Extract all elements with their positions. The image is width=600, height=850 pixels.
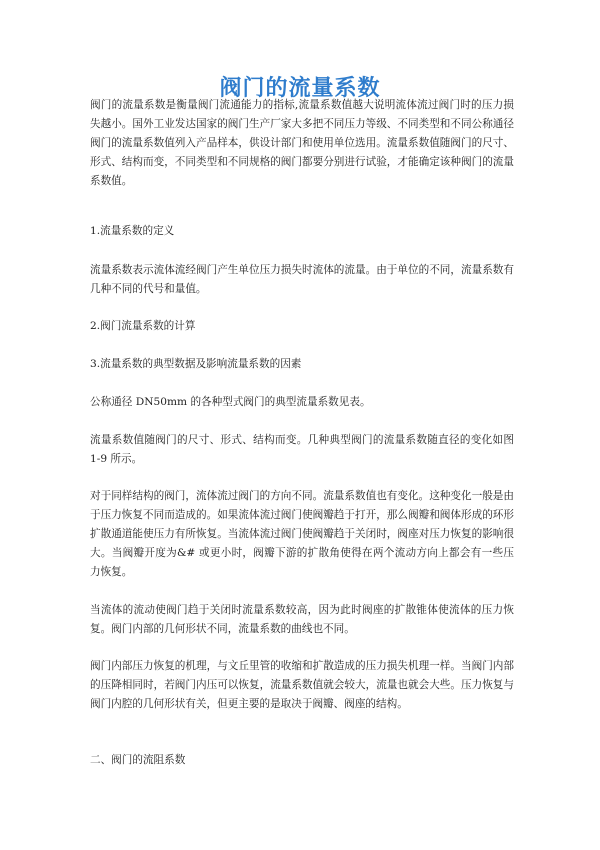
heading-flow-resistance-coefficient: 二、阀门的流阻系数	[90, 754, 186, 766]
page-title: 阀门的流量系数	[219, 76, 381, 101]
intro-paragraph: 阀门的流量系数是衡量阀门流通能力的指标,流量系数值越大说明流体流过阀门时的压力损失越小。国外工业发达国家的阀门生产厂家大多把不同压力等级、不同类型和不同公称通径阀门的流量系数值列入产品样本，供设计部门和使用单位选用。流量系数值随阀门的尺寸、形式、结构而变，不同类型和不同规格的阀门都要分别进行试验，才能确定该种阀门的流量系数值。	[90, 99, 514, 187]
heading-flow-coefficient-definition: 1.流量系数的定义	[90, 225, 175, 237]
definition-paragraph: 流量系数表示流体流经阀门产生单位压力损失时流体的流量。由于单位的不同，流量系数有几种不同的代号和量值。	[90, 264, 514, 295]
pressure-recovery-paragraph: 阀门内部压力恢复的机理，与文丘里管的收缩和扩散造成的压力损失机理一样。当阀门内部的压降相同时，若阀门内压可以恢复，流量系数值就会较大，流量也就会大些。压力恢复与阀门内腔的几何形状有关，但更主要的是取决于阀瓣、阀座的结构。	[90, 660, 514, 710]
heading-typical-data-and-factors: 3.流量系数的典型数据及影响流量系数的因素	[90, 358, 302, 370]
flow-direction-paragraph: 对于同样结构的阀门，流体流过阀门的方向不同。流量系数值也有变化。这种变化一般是由于压力恢复不同而造成的。如果流体流过阀门使阀瓣趋于打开，那么阀瓣和阀体形成的环形扩散通道能使压力有所恢复。当流体流过阀门使阀瓣趋于关闭时，阀座对压力恢复的影响很大。当阀瓣开度为&# 或更小时，阀瓣下游的扩散角使得在两个流动方向上都会有一些压力恢复。	[90, 490, 514, 578]
variation-paragraph: 流量系数值随阀门的尺寸、形式、结构而变。几种典型阀门的流量系数随直径的变化如图 1-9 所示。	[90, 434, 514, 465]
closing-tendency-paragraph: 当流体的流动使阀门趋于关闭时流量系数较高，因为此时阀座的扩散锥体使流体的压力恢复。阀门内部的几何形状不同，流量系数的曲线也不同。	[90, 604, 514, 635]
dn50-paragraph: 公称通径 DN50mm 的各种型式阀门的典型流量系数见表。	[90, 396, 371, 408]
heading-flow-coefficient-calculation: 2.阀门流量系数的计算	[90, 320, 196, 332]
